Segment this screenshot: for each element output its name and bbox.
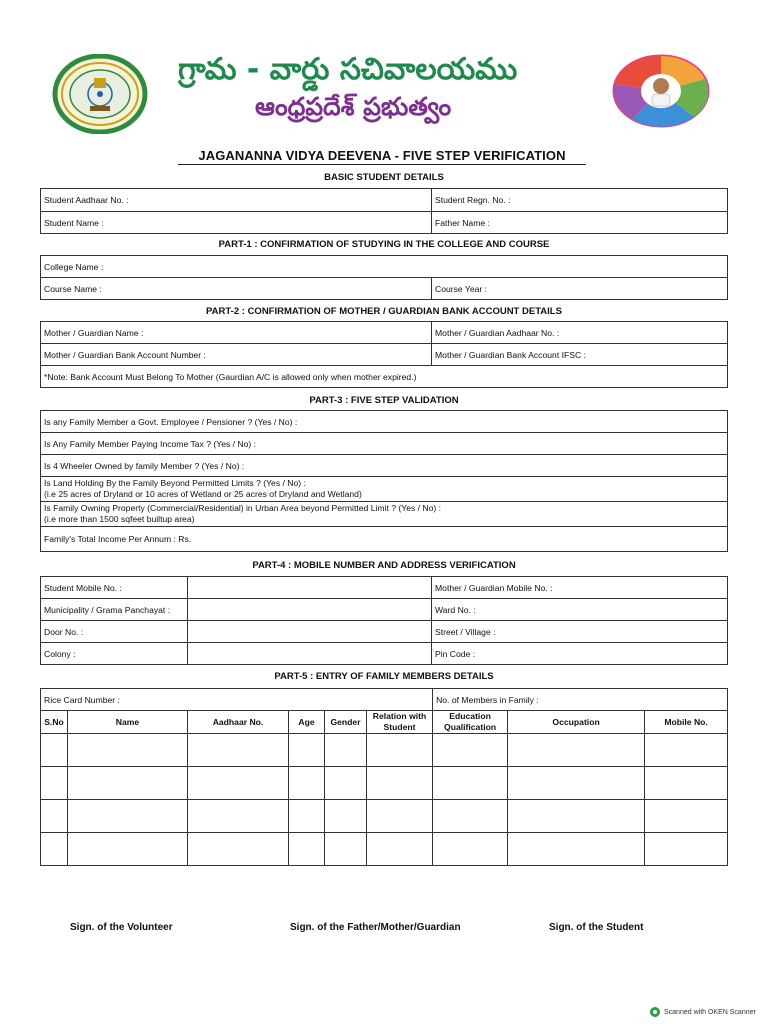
guardian-account-field[interactable]: Mother / Guardian Bank Account Number :	[41, 344, 432, 366]
income-tax-question[interactable]: Is Any Family Member Paying Income Tax ? (Yes / No) :	[41, 433, 728, 455]
table-cell[interactable]	[289, 833, 325, 866]
section-title-part1: PART-1 : CONFIRMATION OF STUDYING IN THE COLLEGE AND COURSE	[218, 239, 550, 250]
table-cell[interactable]	[68, 734, 188, 767]
student-mobile-label: Student Mobile No. :	[41, 577, 188, 599]
bank-account-note: *Note: Bank Account Must Belong To Mother (Gaurdian A/C is allowed only when mother expired.)	[41, 366, 728, 388]
table-cell[interactable]	[289, 734, 325, 767]
table-cell[interactable]	[325, 833, 367, 866]
header-telugu-secretariat: గ్రామ - వార్డు సచివాలయము	[178, 52, 518, 87]
table-cell[interactable]	[433, 833, 508, 866]
municipality-label: Municipality / Grama Panchayat :	[41, 599, 188, 621]
rice-card-field[interactable]: Rice Card Number :	[41, 689, 433, 711]
table-cell[interactable]	[645, 833, 728, 866]
land-holding-question-text: Is Land Holding By the Family Beyond Permitted Limits ? (Yes / No) :	[44, 478, 306, 488]
municipality-input[interactable]	[188, 599, 432, 621]
urban-property-question-text: Is Family Owning Property (Commercial/Residential) in Urban Area beyond Permitted Limit ? (Yes / No) :	[44, 503, 442, 513]
part3-table	[40, 410, 728, 552]
guardian-signature-label: Sign. of the Father/Mother/Guardian	[290, 922, 461, 933]
table-cell[interactable]	[367, 734, 433, 767]
scanner-watermark-text: Scanned with OKEN Scanner	[664, 1008, 756, 1016]
table-cell[interactable]	[41, 767, 68, 800]
table-cell[interactable]	[367, 767, 433, 800]
section-title-basic: BASIC STUDENT DETAILS	[324, 172, 444, 183]
section-title-part5: PART-5 : ENTRY OF FAMILY MEMBERS DETAILS	[274, 671, 494, 682]
govt-employee-question[interactable]: Is any Family Member a Govt. Employee / Pensioner ? (Yes / No) :	[41, 411, 728, 433]
table-cell[interactable]	[188, 800, 289, 833]
father-name-field[interactable]: Father Name :	[432, 212, 728, 234]
table-cell[interactable]	[433, 800, 508, 833]
urban-property-question[interactable]	[41, 502, 728, 527]
table-cell[interactable]	[433, 767, 508, 800]
family-members-table	[40, 688, 728, 866]
navaratnalu-logo	[612, 54, 710, 128]
door-label: Door No. :	[41, 621, 188, 643]
part2-table	[40, 321, 728, 388]
mother-mobile-field[interactable]: Mother / Guardian Mobile No. :	[432, 577, 728, 599]
table-cell[interactable]	[508, 833, 645, 866]
table-cell[interactable]	[433, 734, 508, 767]
col-header-education: Education Qualification	[433, 711, 508, 734]
col-header-sno: S.No	[41, 711, 68, 734]
land-holding-question[interactable]	[41, 477, 728, 502]
table-row	[41, 767, 728, 800]
scanner-logo-icon	[650, 1007, 660, 1017]
section-title-part3: PART-3 : FIVE STEP VALIDATION	[309, 395, 459, 406]
ap-state-emblem-logo	[52, 54, 148, 134]
student-aadhaar-field[interactable]: Student Aadhaar No. :	[41, 189, 432, 212]
table-cell[interactable]	[645, 734, 728, 767]
table-cell[interactable]	[188, 833, 289, 866]
form-title: JAGANANNA VIDYA DEEVENA - FIVE STEP VERIFICATION	[178, 148, 586, 165]
student-signature-label: Sign. of the Student	[549, 922, 644, 933]
student-regn-field[interactable]: Student Regn. No. :	[432, 189, 728, 212]
table-cell[interactable]	[188, 734, 289, 767]
table-cell[interactable]	[188, 767, 289, 800]
table-cell[interactable]	[68, 800, 188, 833]
college-name-field[interactable]: College Name :	[41, 256, 728, 278]
table-cell[interactable]	[508, 767, 645, 800]
table-cell[interactable]	[645, 800, 728, 833]
col-header-occupation: Occupation	[508, 711, 645, 734]
table-row	[41, 833, 728, 866]
scanner-watermark	[650, 1007, 756, 1017]
table-cell[interactable]	[645, 767, 728, 800]
four-wheeler-question[interactable]: Is 4 Wheeler Owned by family Member ? (Yes / No) :	[41, 455, 728, 477]
col-header-aadhaar: Aadhaar No.	[188, 711, 289, 734]
col-header-gender: Gender	[325, 711, 367, 734]
section-title-part2: PART-2 : CONFIRMATION OF MOTHER / GUARDIAN BANK ACCOUNT DETAILS	[206, 306, 562, 317]
col-header-name: Name	[68, 711, 188, 734]
section-title-part4: PART-4 : MOBILE NUMBER AND ADDRESS VERIFICATION	[252, 560, 516, 571]
colony-label: Colony :	[41, 643, 188, 665]
course-name-field[interactable]: Course Name :	[41, 278, 432, 300]
land-holding-limits-note: (i.e 25 acres of Dryland or 10 acres of Wetland or 25 acres of Dryland and Wetland)	[44, 489, 362, 499]
family-income-field[interactable]: Family's Total Income Per Annum : Rs.	[41, 527, 728, 552]
door-input[interactable]	[188, 621, 432, 643]
colony-input[interactable]	[188, 643, 432, 665]
header-telugu-government: ఆంధ్రప్రదేశ్ ప్రభుత్వం	[255, 92, 452, 121]
table-cell[interactable]	[508, 800, 645, 833]
street-field[interactable]: Street / Village :	[432, 621, 728, 643]
table-cell[interactable]	[367, 800, 433, 833]
table-cell[interactable]	[41, 734, 68, 767]
ward-field[interactable]: Ward No. :	[432, 599, 728, 621]
course-year-field[interactable]: Course Year :	[432, 278, 728, 300]
table-cell[interactable]	[41, 800, 68, 833]
table-cell[interactable]	[367, 833, 433, 866]
part4-table	[40, 576, 728, 665]
table-cell[interactable]	[41, 833, 68, 866]
table-cell[interactable]	[325, 767, 367, 800]
col-header-age: Age	[289, 711, 325, 734]
basic-details-table	[40, 188, 728, 234]
urban-property-limit-note: (i.e more than 1500 sqfeet builtup area)	[44, 514, 195, 524]
table-cell[interactable]	[68, 833, 188, 866]
part1-table	[40, 255, 728, 300]
table-cell[interactable]	[325, 800, 367, 833]
family-members-count-field[interactable]: No. of Members in Family :	[433, 689, 728, 711]
table-row	[41, 800, 728, 833]
table-cell[interactable]	[289, 767, 325, 800]
guardian-aadhaar-field[interactable]: Mother / Guardian Aadhaar No. :	[432, 322, 728, 344]
table-cell[interactable]	[289, 800, 325, 833]
col-header-mobile: Mobile No.	[645, 711, 728, 734]
table-cell[interactable]	[508, 734, 645, 767]
pincode-field[interactable]: Pin Code :	[432, 643, 728, 665]
student-name-field[interactable]: Student Name :	[41, 212, 432, 234]
volunteer-signature-label: Sign. of the Volunteer	[70, 922, 173, 933]
col-header-relation: Relation with Student	[367, 711, 433, 734]
guardian-ifsc-field[interactable]: Mother / Guardian Bank Account IFSC :	[432, 344, 728, 366]
table-cell[interactable]	[325, 734, 367, 767]
table-row	[41, 734, 728, 767]
student-mobile-input[interactable]	[188, 577, 432, 599]
guardian-name-field[interactable]: Mother / Guardian Name :	[41, 322, 432, 344]
table-cell[interactable]	[68, 767, 188, 800]
